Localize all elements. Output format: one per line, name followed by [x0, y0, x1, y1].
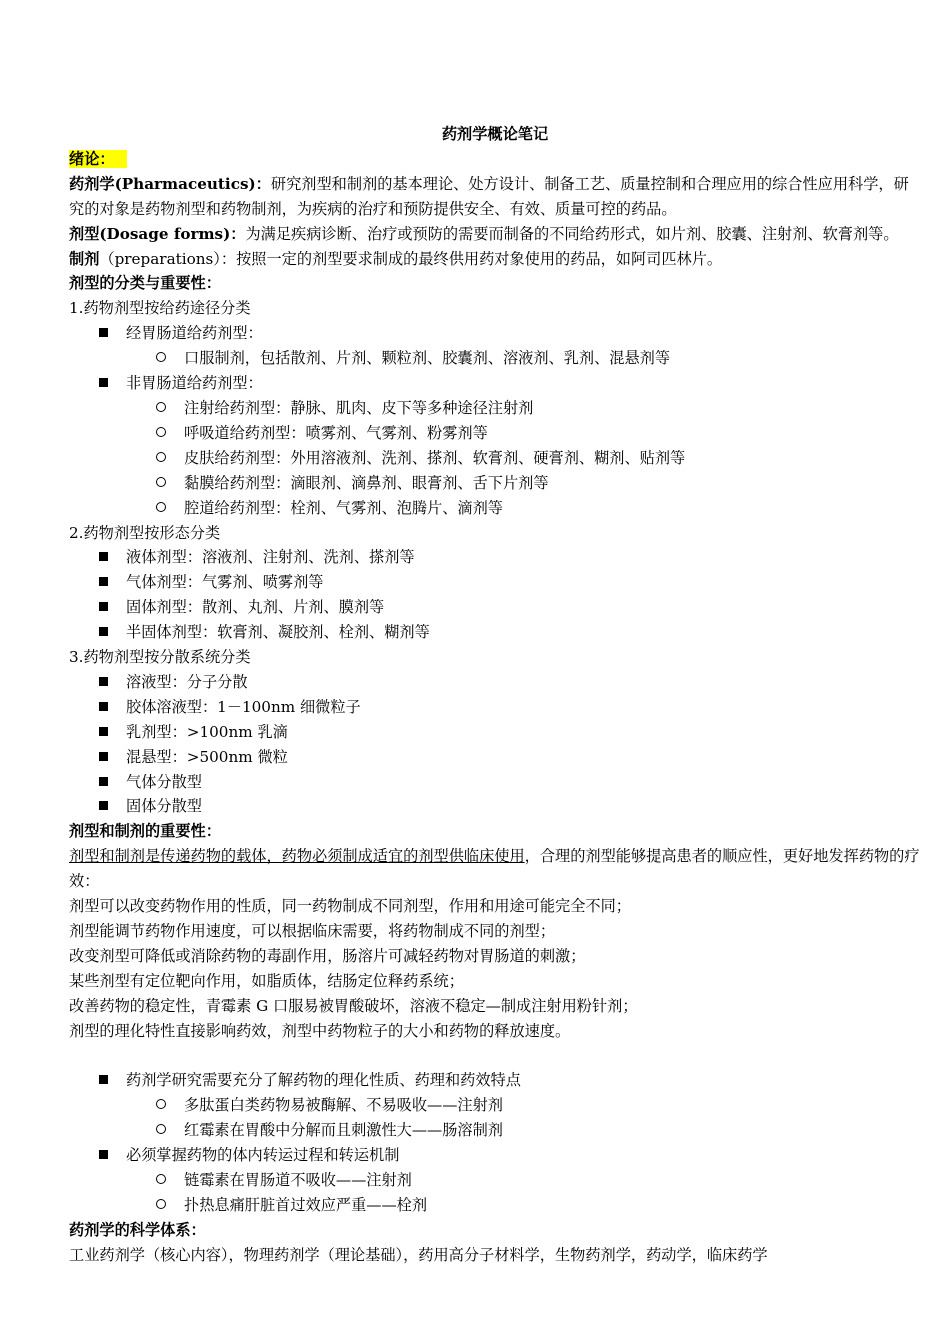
circle-bullet-icon: [156, 352, 166, 362]
list-item: 经胃肠道给药剂型：: [69, 321, 921, 346]
circle-bullet-icon: [156, 1174, 166, 1184]
blank-line: [69, 1044, 921, 1069]
list-item: 药剂学研究需要充分了解药物的理化性质、药理和药效特点: [69, 1068, 921, 1093]
definition-dosage-forms: [69, 222, 921, 247]
list-item: 链霉素在胃肠道不吸收——注射剂: [69, 1168, 921, 1193]
subsection-heading: 1.药物剂型按给药途径分类: [69, 299, 251, 318]
underlined-text: 剂型和制剂是传递药物的载体，药物必须制成适宜的剂型供临床使用: [69, 847, 525, 866]
square-bullet-icon: [99, 552, 108, 561]
definition-preparations: [69, 247, 921, 272]
list-item: 胶体溶液型：1－100nm 细微粒子: [69, 695, 921, 720]
definition-text: （preparations）：按照一定的剂型要求制成的最终供用药对象使用的药品，如阿司匹林片。: [99, 249, 723, 268]
list-item: 口服制剂，包括散剂、片剂、颗粒剂、胶囊剂、溶液剂、乳剂、混悬剂等: [69, 346, 921, 371]
list-item: 黏膜给药剂型：滴眼剂、滴鼻剂、眼膏剂、舌下片剂等: [69, 471, 921, 496]
importance-point: 改善药物的稳定性，青霉素 G 口服易被胃酸破坏，溶液不稳定—制成注射用粉针剂；: [69, 996, 638, 1015]
definition-pharmaceutics: [69, 172, 921, 222]
square-bullet-icon: [99, 378, 108, 387]
importance-point: 某些剂型有定位靶向作用，如脂质体，结肠定位释药系统；: [69, 971, 464, 990]
document-page: [69, 122, 921, 1268]
subsection-heading: 2.药物剂型按形态分类: [69, 523, 221, 542]
square-bullet-icon: [99, 1075, 108, 1084]
importance-point: 剂型能调节药物作用速度，可以根据临床需要，将药物制成不同的剂型；: [69, 922, 555, 940]
circle-bullet-icon: [156, 427, 166, 437]
importance-point: 剂型的理化特性直接影响药效，剂型中药物粒子的大小和药物的释放速度。: [69, 1021, 571, 1040]
list-item: 红霉素在胃酸中分解而且刺激性大——肠溶制剂: [69, 1118, 921, 1143]
square-bullet-icon: [99, 677, 108, 686]
circle-bullet-icon: [156, 402, 166, 412]
definition-text: 为满足疾病诊断、治疗或预防的需要而制备的不同给药形式，如片剂、胶囊、注射剂、软膏剂等。: [245, 224, 899, 243]
square-bullet-icon: [99, 1150, 108, 1159]
section-heading-importance: 剂型和制剂的重要性：: [69, 822, 221, 841]
importance-point: 剂型可以改变药物作用的性质，同一药物制成不同剂型，作用和用途可能完全不同；: [69, 897, 631, 916]
list-item: 必须掌握药物的体内转运过程和转运机制: [69, 1143, 921, 1168]
section-heading-system: 药剂学的科学体系：: [69, 1220, 206, 1239]
square-bullet-icon: [99, 602, 108, 611]
circle-bullet-icon: [156, 1099, 166, 1109]
page-title: 药剂学概论笔记: [441, 125, 549, 143]
square-bullet-icon: [99, 801, 108, 810]
circle-bullet-icon: [156, 1199, 166, 1209]
circle-bullet-icon: [156, 1124, 166, 1134]
subsection-heading: 3.药物剂型按分散系统分类: [69, 648, 251, 667]
definition-term: 药剂学(Pharmaceutics)：: [69, 174, 271, 193]
list-item: 呼吸道给药剂型：喷雾剂、气雾剂、粉雾剂等: [69, 421, 921, 446]
list-item: 乳剂型：>100nm 乳滴: [69, 720, 921, 745]
circle-bullet-icon: [156, 502, 166, 512]
definition-term: 制剂: [69, 249, 100, 268]
square-bullet-icon: [99, 752, 108, 761]
intro-heading: 绪论：: [69, 150, 127, 168]
list-item: 非胃肠道给药剂型：: [69, 371, 921, 396]
importance-paragraph: 剂型和制剂是传递药物的载体，药物必须制成适宜的剂型供临床使用，合理的剂型能够提高患者的顺应性，更好地发挥药物的疗效：: [69, 847, 920, 891]
list-item: 气体剂型：气雾剂、喷雾剂等: [69, 570, 921, 595]
square-bullet-icon: [99, 328, 108, 337]
section-heading-classification: 剂型的分类与重要性：: [69, 274, 221, 293]
square-bullet-icon: [99, 727, 108, 736]
square-bullet-icon: [99, 702, 108, 711]
list-item: 半固体剂型：软膏剂、凝胶剂、栓剂、糊剂等: [69, 620, 921, 645]
circle-bullet-icon: [156, 452, 166, 462]
list-item: 溶液型：分子分散: [69, 670, 921, 695]
list-item: 扑热息痛肝脏首过效应严重——栓剂: [69, 1193, 921, 1218]
list-item: 多肽蛋白类药物易被酶解、不易吸收——注射剂: [69, 1093, 921, 1118]
definition-text: 研究剂型和制剂的基本理论、处方设计、制备工艺、质量控制和合理应用的综合性应用科学，研究的对象是药物剂型和药物制剂，为疾病的治疗和预防提供安全、有效、质量可控的药品。: [69, 174, 909, 218]
list-item: 皮肤给药剂型：外用溶液剂、洗剂、搽剂、软膏剂、硬膏剂、糊剂、贴剂等: [69, 446, 921, 471]
square-bullet-icon: [99, 627, 108, 636]
list-item: 固体分散型: [69, 794, 921, 819]
list-item: 混悬型：>500nm 微粒: [69, 745, 921, 770]
list-item: 固体剂型：散剂、丸剂、片剂、膜剂等: [69, 595, 921, 620]
circle-bullet-icon: [156, 477, 166, 487]
list-item: 腔道给药剂型：栓剂、气雾剂、泡腾片、滴剂等: [69, 496, 921, 521]
system-text: 工业药剂学（核心内容），物理药剂学（理论基础），药用高分子材料学，生物药剂学，药动学，临床药学: [69, 1245, 768, 1264]
importance-point: 改变剂型可降低或消除药物的毒副作用，肠溶片可减轻药物对胃肠道的刺激；: [69, 946, 586, 965]
list-item: 注射给药剂型：静脉、肌肉、皮下等多种途径注射剂: [69, 396, 921, 421]
list-item: 气体分散型: [69, 770, 921, 795]
square-bullet-icon: [99, 777, 108, 786]
list-item: 液体剂型：溶液剂、注射剂、洗剂、搽剂等: [69, 545, 921, 570]
square-bullet-icon: [99, 577, 108, 586]
definition-term: 剂型(Dosage forms)：: [69, 224, 246, 243]
